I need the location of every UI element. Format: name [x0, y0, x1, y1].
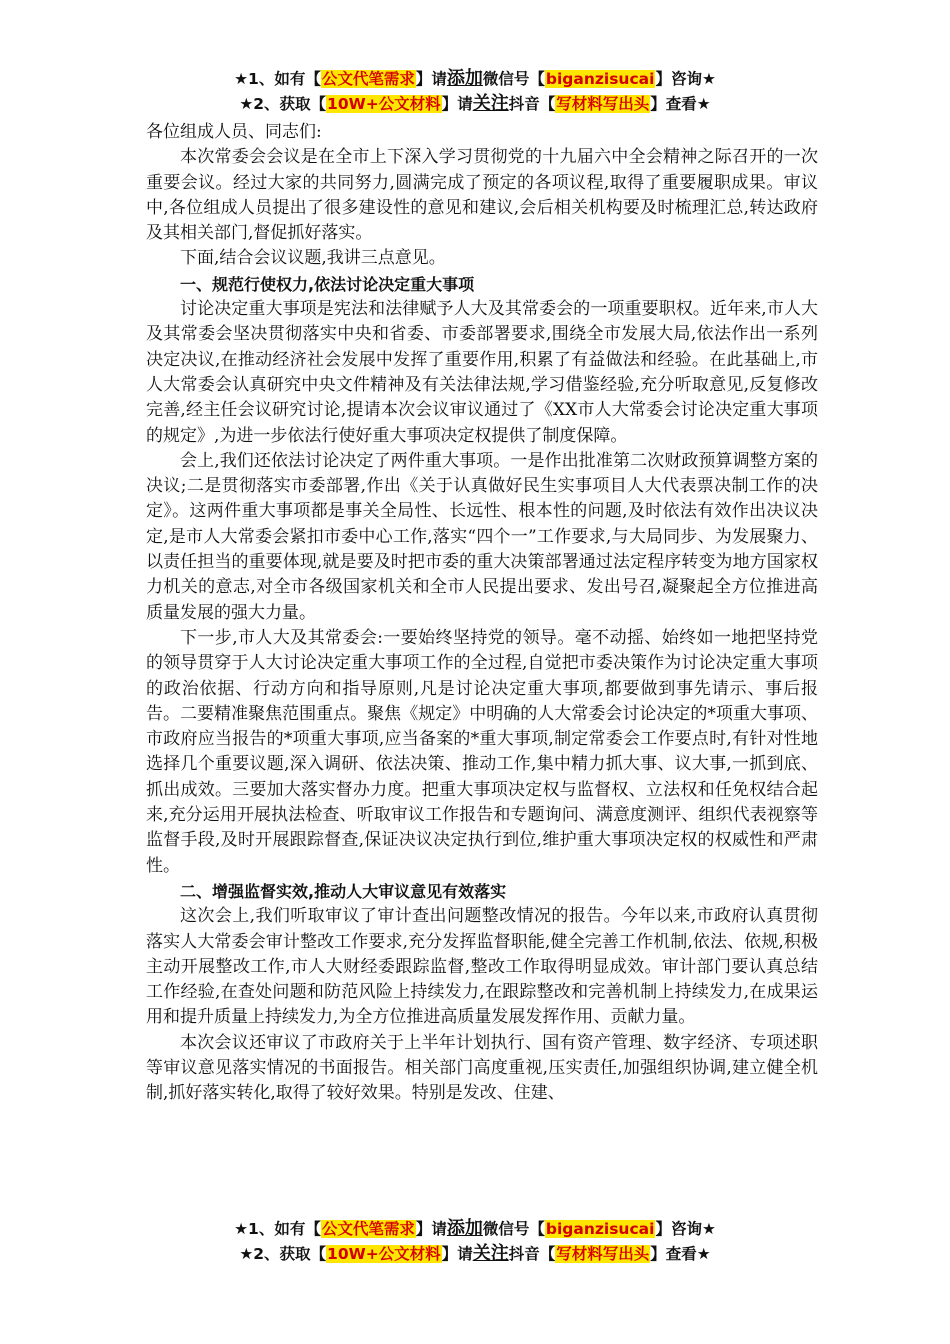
document-body: [146, 120, 818, 1107]
paragraph: 下面,结合会议议题,我讲三点意见。: [180, 248, 446, 269]
promo-banner-bottom: [0, 1216, 950, 1266]
promo-line-2: ★2、获取【10W+公文材料】请关注抖音【写材料写出头】查看★: [239, 1243, 711, 1264]
section-heading-1: 一、规范行使权力,依法讨论决定重大事项: [180, 274, 475, 294]
paragraph: 讨论决定重大事项是宪法和法律赋予人大及其常委会的一项重要职权。近年来,市人大及其常委会坚决贯彻落实中央和省委、市委部署要求,围绕全市发展大局,依法作出一系列决定决议,在推动经济社会发展中发挥了重要作用,积累了有益做法和经验。在此基础上,市人大常委会认真研究中央文件精神及有关法律法规,学习借鉴经验,充分听取意见,反复修改完善,经主任会议研究讨论,提请本次会议审议通过了《XX市人大常委会讨论决定重大事项的规定》,为进一步依法行使好重大事项决定权提供了制度保障。: [146, 299, 818, 446]
highlight-douyin: 写材料写出头: [556, 1245, 650, 1263]
highlight-materials: 10W+公文材料: [327, 95, 441, 113]
paragraph: 这次会上,我们听取审议了审计查出问题整改情况的报告。今年以来,市政府认真贯彻落实人大常委会审计整改工作要求,充分发挥监督职能,健全完善工作机制,依法、依规,积极主动开展整改工作,市人大财经委跟踪监督,整改工作取得明显成效。审计部门要认真总结工作经验,在查处问题和防范风险上持续发力,在跟踪整改和完善机制上持续发力,在成果运用和提升质量上持续发力,为全方位推进高质量发展发挥作用、贡献力量。: [146, 906, 818, 1028]
promo-line-2: ★2、获取【10W+公文材料】请关注抖音【写材料写出头】查看★: [239, 93, 711, 114]
promo-line-1: ★1、如有【公文代笔需求】请添加微信号【biganzisucai】咨询★: [234, 68, 716, 89]
highlight-service: 公文代笔需求: [321, 70, 415, 88]
promo-banner-top: [0, 66, 950, 116]
emphasis-follow: 关注: [472, 93, 509, 114]
promo-line-1: ★1、如有【公文代笔需求】请添加微信号【biganzisucai】咨询★: [234, 1218, 716, 1239]
highlight-douyin: 写材料写出头: [556, 95, 650, 113]
paragraph: 下一步,市人大及其常委会:一要始终坚持党的领导。毫不动摇、始终如一地把坚持党的领导贯穿于人大讨论决定重大事项工作的全过程,自觉把市委决策作为讨论决定重大事项的政治依据、行动方向和指导原则,凡是讨论决定重大事项,都要做到事先请示、事后报告。二要精准聚焦范围重点。聚焦《规定》中明确的人大常委会讨论决定的*项重大事项、市政府应当报告的*项重大事项,应当备案的*重大事项,制定常委会工作要点时,有针对性地选择几个重要议题,深入调研、依法决策、推动工作,集中精力抓大事、议大事,一抓到底、抓出成效。三要加大落实督办力度。把重大事项决定权与监督权、立法权和任免权结合起来,充分运用开展执法检查、听取审议工作报告和专题询问、满意度测评、组织代表视察等监督手段,及时开展跟踪督查,保证决议决定执行到位,维护重大事项决定权的权威性和严肃性。: [146, 627, 818, 876]
section-heading-2: 二、增强监督实效,推动人大审议意见有效落实: [180, 881, 507, 901]
highlight-wechat-id: biganzisucai: [545, 1220, 655, 1238]
salutation: 各位组成人员、同志们:: [146, 122, 322, 142]
paragraph: 本次会议还审议了市政府关于上半年计划执行、国有资产管理、数字经济、专项述职等审议意见落实情况的书面报告。相关部门高度重视,压实责任,加强组织协调,建立健全机制,抓好落实转化,取得了较好效果。特别是发改、住建、: [146, 1032, 818, 1104]
highlight-wechat-id: biganzisucai: [545, 70, 655, 88]
paragraph: 本次常委会会议是在全市上下深入学习贯彻党的十九届六中全会精神之际召开的一次重要会议。经过大家的共同努力,圆满完成了预定的各项议程,取得了重要履职成果。审议中,各位组成人员提出了很多建设性的意见和建议,会后相关机构要及时梳理汇总,转达政府及其相关部门,督促抓好落实。: [146, 147, 818, 244]
highlight-service: 公文代笔需求: [321, 1220, 415, 1238]
emphasis-add: 添加: [446, 68, 483, 89]
emphasis-add: 添加: [446, 1218, 483, 1239]
paragraph: 会上,我们还依法讨论决定了两件重大事项。一是作出批准第二次财政预算调整方案的决议;二是贯彻落实市委部署,作出《关于认真做好民生实事项目人大代表票决制工作的决定》。这两件重大事项都是事关全局性、长远性、根本性的问题,及时依法有效作出决议决定,是市人大常委会紧扣市委中心工作,落实“四个一”工作要求,与大局同步、为发展聚力、以责任担当的重要体现,就是要及时把市委的重大决策部署通过法定程序转变为地方国家权力机关的意志,对全市各级国家机关和全市人民提出要求、发出号召,凝聚起全方位推进高质量发展的强大力量。: [146, 450, 818, 623]
emphasis-follow: 关注: [472, 1243, 509, 1264]
highlight-materials: 10W+公文材料: [327, 1245, 441, 1263]
